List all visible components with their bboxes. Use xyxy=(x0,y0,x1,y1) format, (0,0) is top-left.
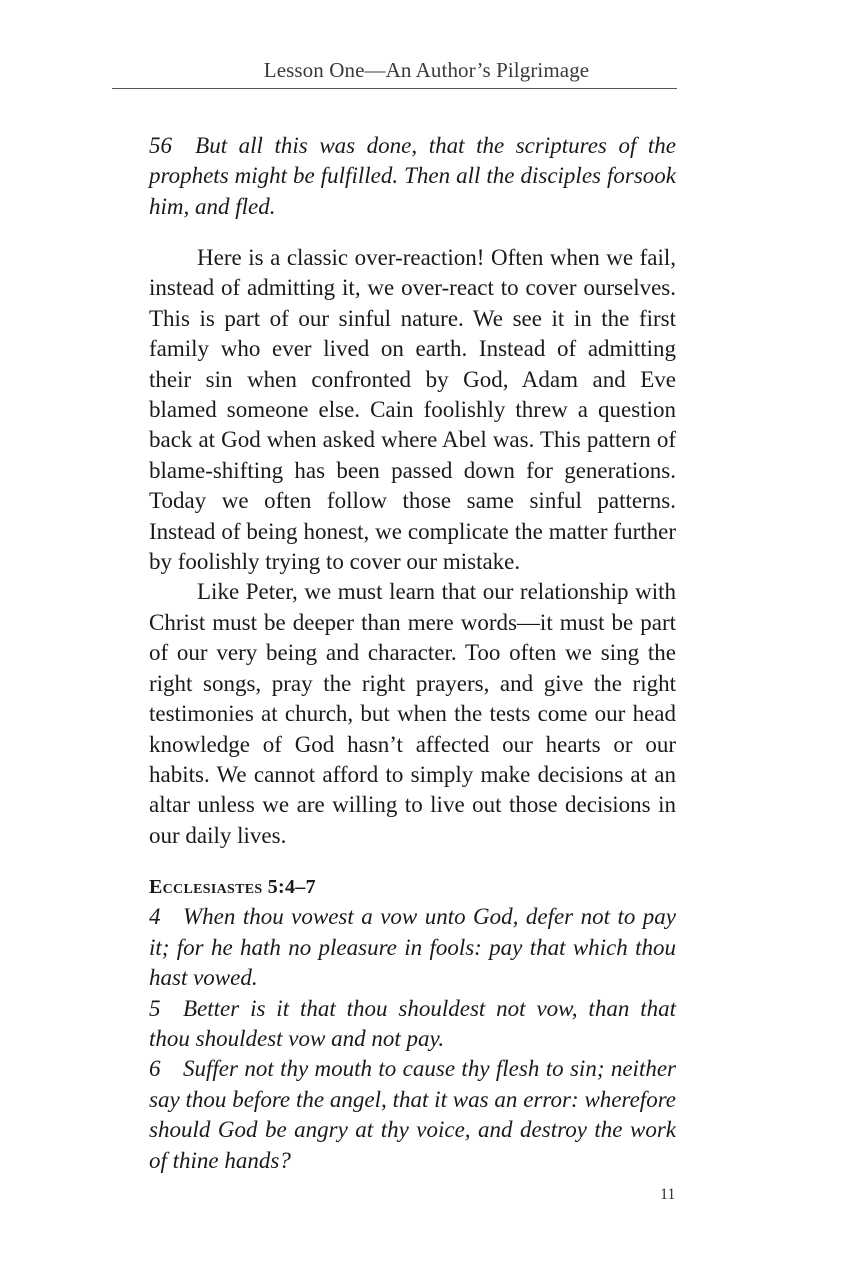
verse-text: But all this was done, that the scriptures of the prophets might be fulfilled. Then all the disciples forsook him, and fled. xyxy=(149,133,677,219)
verse-number: 5 xyxy=(149,995,161,1021)
scripture-reference: Ecclesiastes 5:4–7 xyxy=(149,876,316,898)
verse-number: 56 xyxy=(149,133,172,158)
verse xyxy=(149,1054,676,1176)
verse xyxy=(149,902,676,993)
verse-text: When thou vowest a vow unto God, defer not to pay it; for he hath no pleasure in fools: pay that which thou hast vowed. xyxy=(149,904,676,991)
commentary xyxy=(149,243,676,851)
header-rule xyxy=(112,88,677,89)
verse-number: 6 xyxy=(149,1056,161,1082)
verse-text: Better is it that thou shouldest not vow, than that thou shouldest vow and not pay. xyxy=(149,995,676,1052)
verse-number: 4 xyxy=(149,904,161,930)
verse xyxy=(149,994,676,1055)
scripture-section xyxy=(149,872,676,1176)
paragraph: Here is a classic over-reaction! Often when we fail, instead of admitting it, we over-react to cover ourselves. This is part of our sinful nature. We see it in the first family who ever lived on earth. Instead of admitting their sin when confronted by God, Adam and Eve blamed someone else. Cain foolishly threw a question back at God when asked where Abel was. This pattern of blame-shifting has been passed down for generations. Today we often follow those same sinful patterns. Instead of being honest, we complicate the matter further by foolishly trying to cover our mistake. xyxy=(149,245,676,575)
running-header: Lesson One—An Author’s Pilgrimage xyxy=(263,58,590,82)
paragraph: Like Peter, we must learn that our relationship with Christ must be deeper than mere words—it must be part of our very being and character. Too often we sing the right songs, pray the right prayers, and give the right testimonies at church, but when the tests come our head knowledge of God hasn’t affected our hearts or our habits. We cannot afford to simply make decisions at an altar unless we are willing to live out those decisions in our daily lives. xyxy=(149,579,676,848)
page-number: 11 xyxy=(660,1186,676,1203)
verse-text: Suffer not thy mouth to cause thy flesh to sin; neither say thou before the angel, that it was an error: wherefore should God be angry at thy voice, and destroy the work of thine hands? xyxy=(149,1056,676,1173)
opening-verse xyxy=(149,131,676,222)
